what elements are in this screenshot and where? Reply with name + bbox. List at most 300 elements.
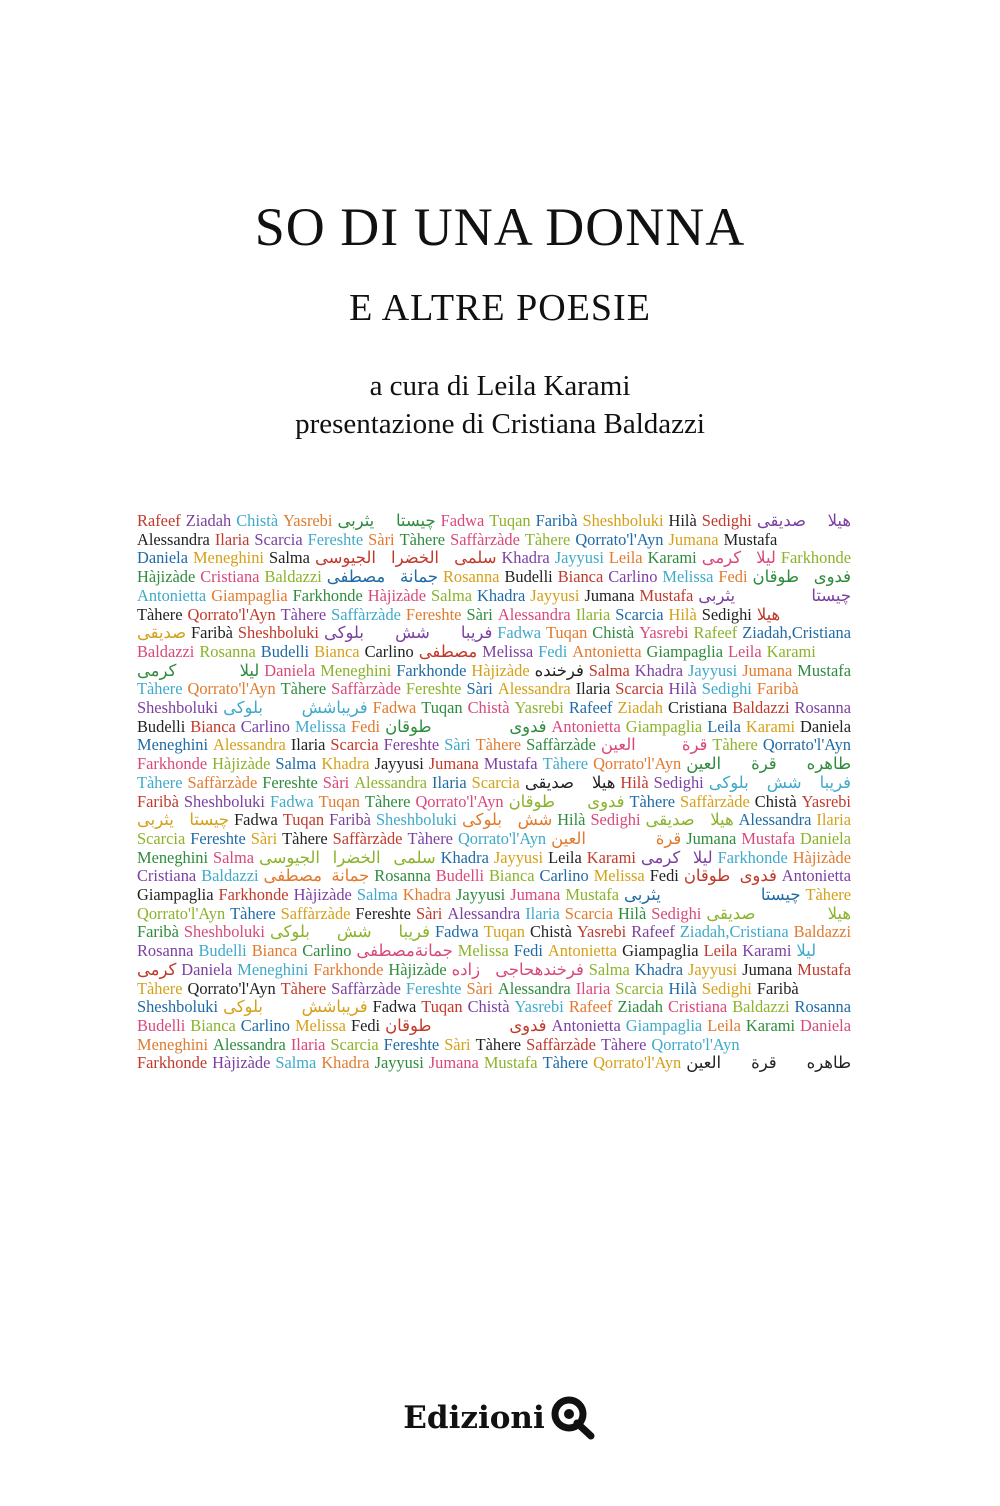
poet-name: Alessandra — [213, 736, 286, 755]
poet-name: Mustafa — [797, 960, 851, 979]
poet-name: Scarcia — [615, 979, 664, 998]
poet-name: Sheshboluki — [183, 792, 265, 811]
poet-name: Farkhonde — [137, 755, 208, 774]
poet-name: Bianca — [251, 942, 298, 961]
poet-name: Jayyusi — [688, 661, 738, 680]
poet-name: Scarcia — [471, 773, 520, 792]
poet-name: قرة العين — [600, 736, 708, 755]
poet-name: Alessandra — [497, 680, 571, 699]
poet-name: Baldazzi — [732, 699, 790, 718]
poet-name: Yasrebi — [801, 792, 851, 811]
poet-name: Jumana — [742, 661, 793, 680]
poet-name: Hàjizàde — [212, 1054, 271, 1073]
poet-name: Alessandra — [497, 979, 571, 998]
poet-name: Hàjizàde — [367, 586, 427, 605]
poet-name: Alessandra — [447, 904, 521, 923]
poet-name: Tàhere — [230, 904, 276, 923]
poet-name: Jayyusi — [688, 960, 738, 979]
poet-name: طاهره قرة العين — [686, 1054, 851, 1073]
poet-name: Farkhonde — [313, 960, 384, 979]
poet-name: Khadra — [321, 1054, 370, 1073]
poet-name: Tàhere — [542, 755, 589, 774]
poet-name: Daniela — [800, 717, 851, 736]
poet-name: Jayyusi — [493, 848, 544, 867]
poet-name: Alessandra — [213, 1035, 286, 1054]
poet-name: Yasrebi — [576, 923, 627, 942]
poet-name: Ilaria — [575, 979, 611, 998]
poet-name: لیلا کرمی — [640, 848, 713, 867]
poet-name: Ilaria — [432, 773, 467, 792]
poet-name: فریبا شش بلوکی — [708, 773, 851, 792]
poet-name: Scarcia — [564, 904, 613, 923]
poet-name: Sheshboluki — [137, 998, 219, 1017]
poet-name: Rosanna — [199, 642, 256, 661]
poet-name: Rosanna — [137, 942, 194, 961]
poet-name: Giampaglia — [622, 942, 699, 961]
name-line — [137, 830, 856, 849]
poet-name: Khadra — [440, 848, 489, 867]
poet-name: Fadwa — [434, 923, 479, 942]
poet-name: فرخندهحاجی زاده — [451, 960, 584, 979]
poet-name: Jayyusi — [530, 586, 580, 605]
poet-name: Salma — [356, 886, 398, 905]
poet-name: Chistà — [592, 624, 635, 643]
poet-name: Qorrato'l'Ayn — [593, 1054, 682, 1073]
poet-name: Fereshte — [307, 530, 364, 549]
poet-name: Carlino — [364, 642, 414, 661]
poet-name: Sedighi — [653, 773, 704, 792]
poet-name: شش بلوکی — [462, 811, 553, 830]
poet-name: Jumana — [668, 530, 719, 549]
poet-name: Daniela — [181, 960, 233, 979]
poet-name: Tàhere — [524, 530, 571, 549]
poet-name: Hilà — [618, 904, 647, 923]
poet-name: صدیقی — [137, 624, 187, 643]
poet-name: Chistà — [236, 512, 279, 530]
name-line — [137, 736, 856, 755]
publisher-mark — [0, 1394, 1000, 1442]
poet-name: Sedighi — [701, 605, 752, 624]
poet-name: فدوی طوقان — [683, 867, 777, 886]
poet-name: Tuqan — [489, 512, 531, 530]
poet-name: Karami — [586, 848, 636, 867]
poet-name: Saffàrzàde — [331, 680, 401, 699]
poet-name: Salma — [213, 848, 254, 867]
poet-name: Fadwa — [497, 624, 541, 643]
poet-name: Fadwa — [372, 699, 417, 718]
poet-name: Rafeef — [568, 699, 613, 718]
name-line — [137, 1036, 856, 1055]
poet-name: Ziadah,Cristiana — [742, 624, 851, 643]
poet-name: Fedi — [350, 1016, 381, 1035]
poet-name: Budelli — [198, 942, 247, 961]
poet-name: Cristiana — [668, 699, 728, 718]
poet-name: Melissa — [294, 717, 346, 736]
poet-name: Daniela — [137, 549, 188, 568]
name-line — [137, 980, 856, 999]
poet-name: Bianca — [314, 642, 360, 661]
name-line — [137, 718, 856, 737]
poet-name: Giampaglia — [625, 717, 703, 736]
poet-name: Khadra — [501, 549, 550, 568]
poet-name: Alessandra — [137, 530, 210, 549]
name-line — [137, 849, 856, 868]
name-line — [137, 699, 856, 718]
poet-name: Ilaria — [575, 605, 611, 624]
poet-name: Chistà — [529, 923, 572, 942]
poet-name: Carlino — [240, 1016, 290, 1035]
poet-name: Tàhere — [280, 979, 327, 998]
poet-name: Fereshte — [405, 680, 462, 699]
poet-name: Ziadah — [617, 699, 664, 718]
poet-name: Sheshboluki — [582, 512, 664, 530]
poet-name: Sàri — [444, 736, 471, 755]
poet-name: Tàhere — [600, 1035, 647, 1054]
poet-name: Chistà — [467, 998, 510, 1017]
poet-name: Daniela — [800, 829, 851, 848]
poet-name: Yasrebi — [639, 624, 689, 643]
name-line — [137, 961, 856, 980]
name-line — [137, 606, 856, 625]
poet-name: Bianca — [489, 867, 535, 886]
poet-name: Mustafa — [483, 1054, 538, 1073]
poet-name: Baldazzi — [732, 998, 790, 1017]
q-magnifier-logo-icon — [549, 1394, 597, 1442]
poet-name: Fereshte — [405, 605, 462, 624]
poet-name: Carlino — [539, 867, 589, 886]
name-line — [137, 531, 856, 550]
name-line — [137, 1054, 856, 1073]
poet-name: Faribà — [191, 624, 233, 643]
poet-name: Farkhonde — [137, 1054, 208, 1073]
poet-name: Tàhere — [542, 1054, 589, 1073]
poet-name: Sàri — [444, 1035, 471, 1054]
poet-name: Scarcia — [330, 1035, 379, 1054]
poet-name: Hilà — [668, 979, 697, 998]
poet-name: Mustafa — [723, 530, 778, 549]
poet-name: Sàri — [250, 829, 278, 848]
poet-name: Fereshte — [405, 979, 462, 998]
poet-name: Baldazzi — [264, 568, 322, 587]
poet-name: Jumana — [428, 1054, 479, 1073]
poet-name: Baldazzi — [793, 923, 851, 942]
poet-name: Melissa — [662, 568, 714, 587]
poet-name: جمانة مصطفى — [263, 867, 370, 886]
poet-name: Faribà — [137, 923, 179, 942]
poet-name: Antonietta — [572, 642, 642, 661]
poet-name: Tuqan — [483, 923, 525, 942]
poet-name: Hilà — [668, 512, 697, 530]
poet-name: Leila — [727, 642, 762, 661]
poet-name: Rafeef — [137, 512, 181, 530]
poet-name: هیلا صدیقی — [706, 904, 851, 923]
poet-name: Salma — [588, 661, 630, 680]
poet-name: Farkhonde — [292, 586, 363, 605]
poet-name: Rafeef — [693, 624, 738, 643]
poet-name: Baldazzi — [201, 867, 259, 886]
poet-name: Saffàrzàde — [450, 530, 520, 549]
poet-name: Sheshboluki — [183, 923, 265, 942]
poet-name: Rosanna — [794, 699, 851, 718]
poet-name: Bianca — [190, 717, 236, 736]
poet-name: Yasrebi — [514, 998, 564, 1017]
poet-name: Sàri — [466, 605, 493, 624]
poet-name: Karami — [766, 642, 816, 661]
poet-name: Sàri — [368, 530, 395, 549]
poet-name: Saffàrzàde — [680, 792, 750, 811]
poet-name: Ilaria — [816, 811, 851, 830]
poet-name: Qorrato'l'Ayn — [187, 979, 276, 998]
name-line — [137, 662, 856, 681]
poet-name: هیلا صدیقی — [645, 811, 734, 830]
poet-name: Ziadah — [185, 512, 232, 530]
poet-name: سلمی الخضرا الجیوسی — [258, 848, 436, 867]
name-line — [137, 793, 856, 812]
book-subtitle: E ALTRE POESIE — [349, 287, 651, 329]
poet-name: Tuqan — [421, 998, 463, 1017]
poet-name: Hàjizàde — [471, 661, 530, 680]
name-line — [137, 680, 856, 699]
name-line — [137, 587, 856, 606]
poet-name: Leila — [703, 942, 738, 961]
poet-name: Carlino — [608, 568, 658, 587]
poet-name: Meneghini — [237, 960, 309, 979]
poet-name: Budelli — [137, 1016, 186, 1035]
poet-name: فریباشش بلوکی — [223, 699, 368, 718]
poet-name: Meneghini — [137, 1035, 209, 1054]
poet-name: Sedighi — [701, 979, 752, 998]
poet-name: Hàjizàde — [388, 960, 447, 979]
poet-name: Farkhonde — [780, 549, 851, 568]
poet-name: Hilà — [668, 605, 697, 624]
poet-name: Chistà — [754, 792, 797, 811]
book-title: SO DI UNA DONNA — [254, 197, 746, 257]
poet-name: Salma — [275, 1054, 317, 1073]
poet-name: Alessandra — [354, 773, 428, 792]
poet-name: Karami — [745, 1016, 796, 1035]
poet-name: Fadwa — [440, 512, 485, 530]
poet-name: Hàjizàde — [212, 755, 271, 774]
poet-name: چیستا یثربی — [137, 811, 230, 830]
poet-name: Antonietta — [551, 1016, 621, 1035]
poet-name: Leila — [608, 549, 643, 568]
poet-name: Fereshte — [383, 1035, 440, 1054]
poet-name: Jumana — [510, 886, 561, 905]
poet-name: Tàhere — [629, 792, 675, 811]
poet-name: Daniela — [264, 661, 316, 680]
poet-name: Budelli — [260, 642, 310, 661]
poet-name: Sheshboluki — [237, 624, 319, 643]
poet-name: Mustafa — [797, 661, 851, 680]
poet-name: Scarcia — [615, 680, 664, 699]
poet-name: Sedighi — [590, 811, 641, 830]
poet-name: Hilà — [557, 811, 586, 830]
name-line — [137, 568, 856, 587]
poet-name: Tàhere — [364, 792, 411, 811]
poet-name: Khadra — [477, 586, 526, 605]
poet-name: Saffàrzàde — [187, 773, 258, 792]
poet-name: Sàri — [466, 979, 493, 998]
poet-name: Giampaglia — [211, 586, 288, 605]
poet-name: Chistà — [467, 699, 510, 718]
poet-name: مصطفی — [418, 642, 478, 661]
poet-name: Antonietta — [781, 867, 851, 886]
poet-name: Saffàrzàde — [526, 736, 596, 755]
poet-name: Meneghini — [192, 549, 264, 568]
poet-name: چیستا یثربی — [624, 886, 801, 905]
poet-name: Jayyusi — [554, 549, 604, 568]
poet-name: Qorrato'l'Ayn — [575, 530, 664, 549]
poet-name: Tàhere — [280, 605, 327, 624]
poet-name: Tàhere — [280, 680, 327, 699]
poet-name: Fereshte — [355, 904, 411, 923]
poet-name: Farkhonde — [717, 848, 788, 867]
poet-name: Qorrato'l'Ayn — [415, 792, 504, 811]
poet-name: Qorrato'l'Ayn — [187, 605, 276, 624]
poet-name: Faribà — [329, 811, 371, 830]
poet-name: Alessandra — [497, 605, 571, 624]
poet-name: Alessandra — [738, 811, 812, 830]
poet-name: Hàjizàde — [293, 886, 352, 905]
poet-name: Tàhere — [137, 605, 183, 624]
poet-name: Sedighi — [701, 512, 752, 530]
poet-name: Hàjizàde — [137, 568, 196, 587]
poet-name: Karami — [742, 942, 792, 961]
poet-name: Fedi — [538, 642, 568, 661]
poet-name: Khadra — [321, 755, 370, 774]
poet-name: Giampaglia — [646, 642, 723, 661]
poet-name: Sedighi — [651, 904, 702, 923]
poet-names-block — [137, 512, 856, 1073]
poet-name: Leila — [548, 848, 582, 867]
poet-name: Leila — [707, 717, 741, 736]
poet-name: Faribà — [756, 680, 799, 699]
poet-name: Tàhere — [407, 829, 453, 848]
name-line — [137, 624, 856, 643]
editor-credit: a cura di Leila Karami — [369, 370, 631, 402]
poet-name: Fereshte — [190, 829, 246, 848]
poet-name: Karami — [647, 549, 697, 568]
poet-name: Baldazzi — [137, 642, 195, 661]
poet-name: سلمی الخضرا الجیوسی — [314, 549, 497, 568]
poet-name: Giampaglia — [137, 886, 214, 905]
poet-name: Fedi — [718, 568, 748, 587]
poet-name: Melissa — [457, 942, 509, 961]
poet-name: Khadra — [634, 960, 684, 979]
poet-name: Saffàrzàde — [332, 829, 403, 848]
poet-name: Rafeef — [631, 923, 675, 942]
poet-name: لیلا کرمی — [137, 661, 260, 680]
poet-name: Jumana — [686, 829, 737, 848]
poet-name: Rosanna — [443, 568, 500, 587]
poet-name: هیلا — [756, 605, 781, 624]
poet-name: Ilaria — [575, 680, 611, 699]
poet-name: Tàhere — [282, 829, 328, 848]
poet-name: Tàhere — [475, 736, 522, 755]
poet-name: Farkhonde — [218, 886, 289, 905]
poet-name: Sàri — [322, 773, 350, 792]
poet-name: فدوی طوقان — [752, 568, 851, 587]
poet-name: Budelli — [137, 717, 186, 736]
poet-name: Yasrebi — [283, 512, 333, 530]
poet-name: Sàri — [466, 680, 493, 699]
poet-name: Mustafa — [741, 829, 796, 848]
poet-name: Faribà — [756, 979, 799, 998]
publisher-name: Edizioni — [403, 1400, 545, 1436]
poet-name: Ilaria — [525, 904, 560, 923]
name-line — [137, 1017, 856, 1036]
poet-name: Qorrato'l'Ayn — [457, 829, 547, 848]
poet-name: لیلا کرمی — [701, 549, 776, 568]
poet-name: Budelli — [504, 568, 553, 587]
poet-name: Carlino — [302, 942, 352, 961]
poet-name: Ilaria — [214, 530, 250, 549]
poet-name: Farkhonde — [396, 661, 467, 680]
poet-name: لیلا — [796, 942, 817, 961]
name-line — [137, 774, 856, 793]
poet-name: کرمی — [137, 960, 177, 979]
poet-name: Hilà — [668, 680, 697, 699]
poet-name: Jumana — [742, 960, 793, 979]
name-line — [137, 811, 856, 830]
poet-name: Melissa — [593, 867, 645, 886]
poet-name: Khadra — [402, 886, 452, 905]
poet-name: فریباشش بلوکی — [223, 998, 368, 1017]
poet-name: Tàhere — [712, 736, 758, 755]
poet-name: جمانة مصطفى — [326, 568, 438, 587]
poet-name: Qorrato'l'Ayn — [593, 755, 682, 774]
name-line — [137, 643, 856, 662]
poet-name: Mustafa — [639, 586, 694, 605]
poet-name: Ilaria — [290, 1035, 326, 1054]
name-line — [137, 755, 856, 774]
poet-name: Carlino — [240, 717, 290, 736]
name-line — [137, 998, 856, 1017]
poet-name: Sedighi — [701, 680, 752, 699]
poet-name: Jumana — [584, 586, 635, 605]
poet-name: Meneghini — [137, 736, 209, 755]
poet-name: Fedi — [649, 867, 679, 886]
poet-name: Hilà — [620, 773, 649, 792]
poet-name: Scarcia — [254, 530, 303, 549]
poet-name: Fedi — [513, 942, 543, 961]
poet-name: Jayyusi — [374, 1054, 424, 1073]
poet-name: Bianca — [557, 568, 604, 587]
poet-name: Melissa — [294, 1016, 346, 1035]
poet-name: هیلا صدیقی — [524, 773, 616, 792]
poet-name: فدوی طوقان — [385, 1016, 547, 1035]
poet-name: چیستا یثربی — [337, 512, 436, 530]
poet-name: Jayyusi — [374, 755, 424, 774]
poet-name: Scarcia — [615, 605, 664, 624]
poet-name: Sàri — [415, 904, 443, 923]
poet-name: Sheshboluki — [375, 811, 457, 830]
poet-name: قرة العين — [551, 829, 682, 848]
poet-name: فریبا شش بلوکی — [323, 624, 493, 643]
poet-name: Saffàrzàde — [331, 605, 401, 624]
poet-name: Budelli — [435, 867, 484, 886]
poet-name: Qorrato'l'Ayn — [137, 904, 226, 923]
name-line — [137, 923, 856, 942]
poet-name: Ziadah — [617, 998, 664, 1017]
poet-name: Salma — [431, 586, 472, 605]
poet-name: Ziadah,Cristiana — [679, 923, 789, 942]
poet-name: Qorrato'l'Ayn — [187, 680, 276, 699]
poet-name: Salma — [588, 960, 630, 979]
poet-name: Scarcia — [137, 829, 186, 848]
poet-name: Faribà — [535, 512, 578, 530]
poet-name: Qorrato'l'Ayn — [762, 736, 851, 755]
